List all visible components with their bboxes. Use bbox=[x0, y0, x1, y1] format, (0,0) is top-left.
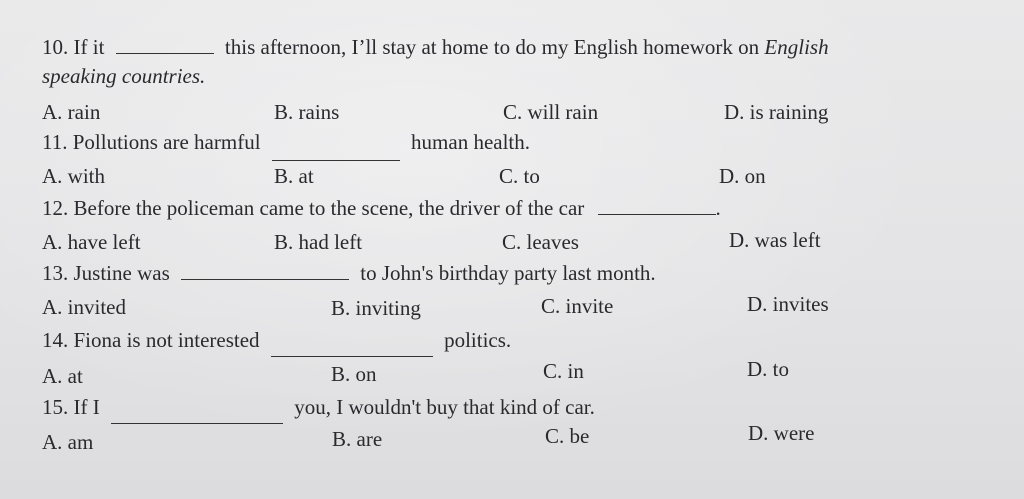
option-b: B. are bbox=[332, 427, 383, 451]
question-stem-before: Fiona is not interested bbox=[73, 328, 260, 352]
option-c: C. invite bbox=[541, 294, 614, 318]
option-b: B. rains bbox=[274, 100, 340, 124]
question-stem-before: Justine was bbox=[73, 261, 170, 285]
answer-blank bbox=[111, 422, 283, 424]
answer-blank bbox=[272, 159, 400, 161]
question-stem-italic: English bbox=[764, 35, 829, 59]
question-14 bbox=[42, 328, 511, 352]
answer-blank bbox=[116, 52, 214, 54]
question-number: 14. bbox=[42, 328, 69, 352]
question-11 bbox=[42, 130, 530, 154]
question-number: 12. bbox=[42, 196, 69, 220]
question-stem-before: If it bbox=[73, 35, 105, 59]
option-b: B. on bbox=[331, 362, 377, 386]
option-a: A. invited bbox=[42, 295, 126, 319]
question-stem-after: human health. bbox=[411, 130, 531, 154]
option-d: D. to bbox=[747, 357, 789, 381]
question-15 bbox=[42, 395, 595, 419]
option-d: D. on bbox=[719, 164, 766, 188]
option-c: C. be bbox=[545, 424, 590, 448]
option-a: A. am bbox=[42, 430, 94, 454]
question-stem-after: . bbox=[715, 196, 721, 220]
option-d: D. invites bbox=[747, 292, 829, 316]
question-stem-before: Pollutions are harmful bbox=[72, 130, 261, 154]
question-number: 10. bbox=[42, 35, 69, 59]
question-stem-before: If I bbox=[73, 395, 100, 419]
option-a: A. rain bbox=[42, 100, 101, 124]
option-a: A. at bbox=[42, 364, 83, 388]
question-stem-after: politics. bbox=[444, 328, 512, 352]
question-10-continuation bbox=[42, 64, 205, 88]
question-10 bbox=[42, 35, 829, 59]
question-stem-after: this afternoon, I’ll stay at home to do my English homework on bbox=[224, 35, 760, 59]
option-c: C. leaves bbox=[502, 230, 579, 254]
option-c: C. in bbox=[543, 359, 584, 383]
option-b: B. had left bbox=[274, 230, 363, 254]
option-c: C. will rain bbox=[503, 100, 599, 124]
question-stem-before: Before the policeman came to the scene, the driver of the car bbox=[73, 196, 585, 220]
option-d: D. was left bbox=[729, 228, 821, 252]
question-continuation: speaking countries. bbox=[42, 64, 206, 88]
option-d: D. is raining bbox=[724, 100, 829, 124]
question-stem-after: you, I wouldn't buy that kind of car. bbox=[294, 395, 595, 419]
answer-blank bbox=[598, 213, 716, 215]
question-number: 15. bbox=[42, 395, 69, 419]
option-b: B. inviting bbox=[331, 296, 421, 320]
question-number: 13. bbox=[42, 261, 69, 285]
question-number: 11. bbox=[42, 130, 68, 154]
option-b: B. at bbox=[274, 164, 314, 188]
option-a: A. with bbox=[42, 164, 105, 188]
question-12 bbox=[42, 196, 721, 220]
answer-blank bbox=[271, 355, 433, 357]
option-d: D. were bbox=[748, 421, 815, 445]
question-stem-after: to John's birthday party last month. bbox=[360, 261, 656, 285]
question-13 bbox=[42, 261, 656, 285]
answer-blank bbox=[181, 278, 349, 280]
option-a: A. have left bbox=[42, 230, 141, 254]
option-c: C. to bbox=[499, 164, 540, 188]
